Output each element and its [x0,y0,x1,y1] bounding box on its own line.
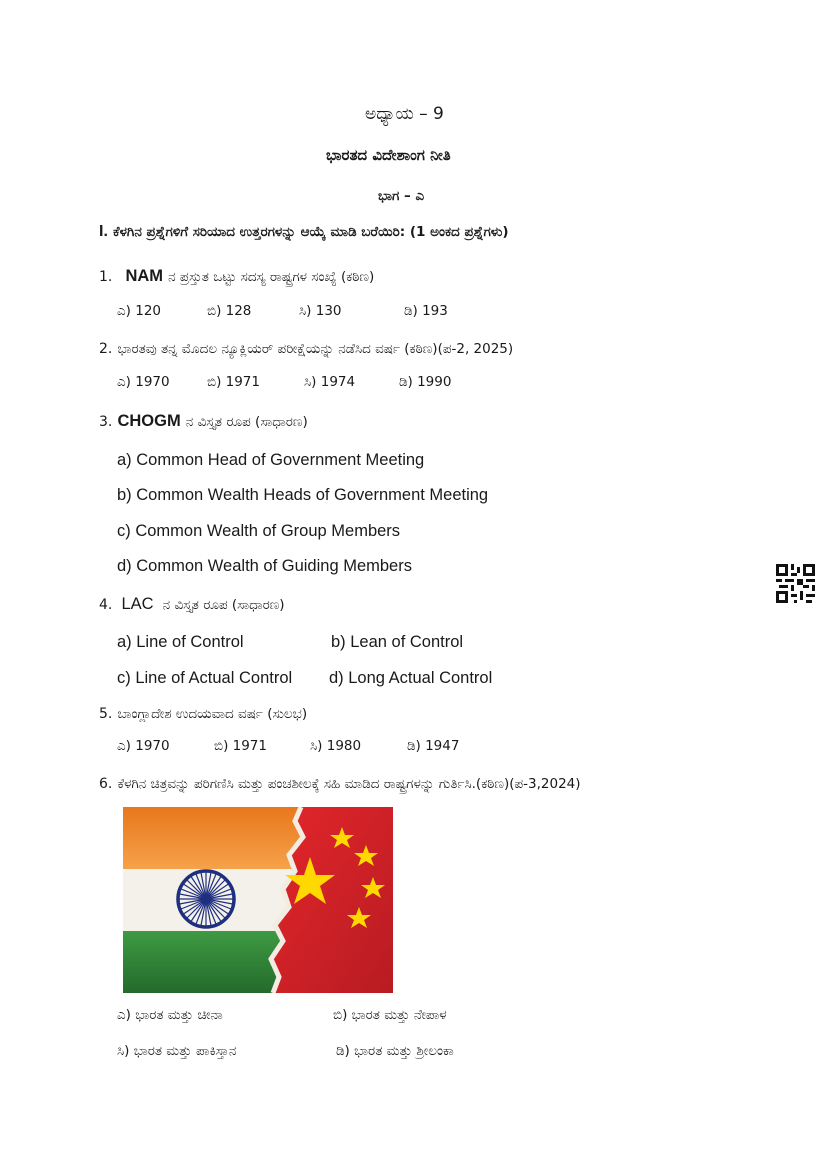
option: c) Line of Actual Control [117,669,293,687]
question-number: 5. [99,706,113,722]
option: ಸಿ) 1974 [304,374,356,390]
question-term: CHOGM [117,412,181,430]
question-1 [99,266,374,286]
question-number: 1. [99,269,113,285]
question-2 [99,338,513,357]
option: ಎ) 1970 [117,738,170,754]
ashoka-chakra-icon [178,871,234,927]
option: a) Common Head of Government Meeting [117,451,425,469]
question-6 [99,773,581,792]
section-instruction-text: ಕೆಳಗಿನ ಪ್ರಶ್ನೆಗಳಿಗೆ ಸರಿಯಾದ ಉತ್ತರಗಳನ್ನು ಆಯ್ಕೆ ಮಾಡಿ ಬರೆಯಿರಿ: (1 ಅಂಕದ ಪ್ರಶ್ನೆಗಳು) [112,224,509,240]
chapter-title: ಅಧ್ಯಾಯ – 9 [365,104,444,124]
option: b) Common Wealth Heads of Government Meeting [117,486,489,504]
option: ಎ) 1970 [117,374,170,390]
question-number: 6. [99,776,113,792]
option: ಸಿ) 130 [299,303,342,319]
question-text: ನ ವಿಸ್ತೃತ ರೂಪ (ಸಾಧಾರಣ) [162,597,285,613]
option: d) Common Wealth of Guiding Members [117,557,412,575]
option: ಬಿ) 1971 [207,374,260,390]
question-term: NAM [125,267,164,285]
section-instruction [99,221,509,241]
question-5 [99,703,307,722]
qr-code-icon [776,564,815,603]
option: ಡಿ) 193 [404,303,448,319]
question-text: ಭಾರತವು ತನ್ನ ಮೊದಲ ನ್ಯೂಕ್ಲಿಯರ್ ಪರೀಕ್ಷೆಯನ್ನು ನಡೆಸಿದ ವರ್ಷ (ಕಠಿಣ)(ಪ-2, 2025) [117,341,514,357]
option: c) Common Wealth of Group Members [117,522,401,540]
section-number: I. [99,223,108,240]
option: ಬಿ) ಭಾರತ ಮತ್ತು ನೇಪಾಳ [333,1007,447,1023]
option: ಡಿ) 1990 [399,374,452,390]
option: ಬಿ) 128 [207,303,252,319]
question-text: ಕೆಳಗಿನ ಚಿತ್ರವನ್ನು ಪರಿಗಣಿಸಿ ಮತ್ತು ಪಂಚಶೀಲಕ್ಕೆ ಸಹಿ ಮಾಡಿದ ರಾಷ್ಟ್ರಗಳನ್ನು ಗುರ್ತಿಸಿ.(ಕಠಿಣ)(ಪ-3,2024) [117,776,581,792]
question-3 [99,411,308,431]
question-4 [99,594,285,614]
question-term: LAC [121,595,154,613]
option: ಸಿ) ಭಾರತ ಮತ್ತು ಪಾಕಿಸ್ತಾನ [117,1043,237,1059]
question-text: ಬಾಂಗ್ಲಾದೇಶ ಉದಯವಾದ ವರ್ಷ (ಸುಲಭ) [117,706,308,722]
option: ಸಿ) 1980 [310,738,362,754]
option: ಎ) 120 [117,303,161,319]
option: d) Long Actual Control [329,669,493,687]
option: ಬಿ) 1971 [214,738,267,754]
question-number: 4. [99,597,113,613]
question-number: 2. [99,341,113,357]
question-text: ನ ಪ್ರಸ್ತುತ ಒಟ್ಟು ಸದಸ್ಯ ರಾಷ್ಟ್ರಗಳ ಸಂಖ್ಯೆ (ಕಠಿಣ) [168,269,375,285]
option: a) Line of Control [117,633,244,651]
chapter-subtitle: ಭಾರತದ ವಿದೇಶಾಂಗ ನೀತಿ [326,146,451,164]
question-number: 3. [99,414,113,430]
part-label: ಭಾಗ – ಎ [378,188,425,204]
option: ಡಿ) 1947 [407,738,460,754]
option: b) Lean of Control [331,633,464,651]
india-china-flag-image [123,807,393,993]
option: ಎ) ಭಾರತ ಮತ್ತು ಚೀನಾ [117,1007,223,1023]
question-text: ನ ವಿಸ್ತೃತ ರೂಪ (ಸಾಧಾರಣ) [185,414,308,430]
option: ಡಿ) ಭಾರತ ಮತ್ತು ಶ್ರೀಲಂಕಾ [336,1043,454,1059]
